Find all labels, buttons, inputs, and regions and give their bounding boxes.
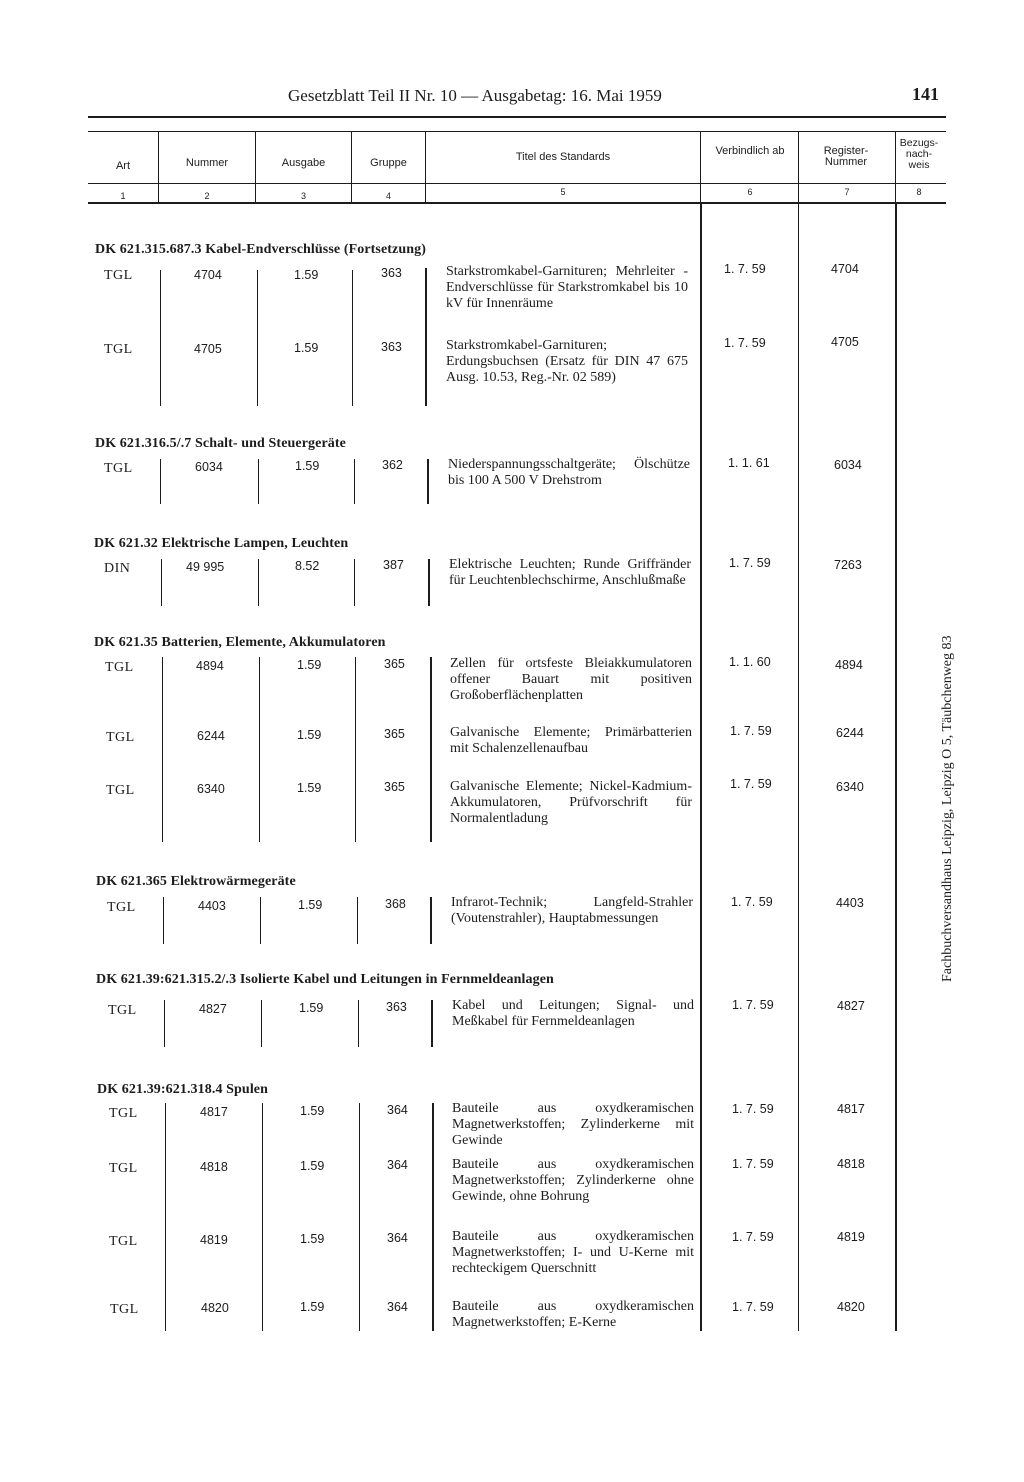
cell-ausgabe: 1.59	[294, 341, 319, 355]
cell-register: 4403	[836, 896, 864, 910]
cell-rule	[258, 559, 259, 606]
cell-nummer: 4820	[201, 1301, 229, 1315]
col-head-ausgabe: Ausgabe	[281, 157, 326, 169]
cell-gruppe: 368	[385, 897, 406, 911]
cell-gruppe: 363	[381, 266, 402, 280]
cell-ausgabe: 1.59	[297, 658, 322, 672]
cell-titel: Galvanische Elemente; Primärbatterien mit Schalenzellenaufbau	[450, 725, 692, 757]
col-num-5: 5	[560, 187, 566, 197]
cell-art: TGL	[108, 1003, 137, 1018]
cell-verbindlich: 1. 1. 60	[729, 655, 771, 669]
col-num-2: 2	[204, 191, 210, 201]
cell-art: TGL	[110, 1302, 139, 1317]
cell-ausgabe: 1.59	[300, 1300, 325, 1314]
cell-rule	[355, 657, 356, 842]
cell-register: 4819	[837, 1230, 865, 1244]
header-rule-second	[88, 131, 946, 132]
running-title: Gesetzblatt Teil II Nr. 10 — Ausgabetag: 16. Mai 1959	[288, 86, 662, 105]
cell-register: 6034	[834, 458, 862, 472]
cell-titel: Starkstromkabel-Garnituren; Erdungsbuchsen (Ersatz für DIN 47 675 Ausg. 10.53, Reg.-Nr. 02 589)	[446, 338, 688, 386]
cell-rule	[262, 1103, 263, 1331]
col-head-art: Art	[115, 160, 131, 172]
cell-rule	[160, 270, 161, 406]
cell-nummer: 4704	[194, 268, 222, 282]
cell-rule	[259, 657, 260, 842]
cell-register: 4818	[837, 1157, 865, 1171]
cell-rule	[354, 459, 355, 504]
cell-rule	[425, 268, 427, 406]
cell-rule	[160, 459, 161, 504]
page-number: 141	[912, 84, 939, 104]
cell-rule	[358, 1000, 359, 1047]
cell-nummer: 4705	[194, 342, 222, 356]
cell-verbindlich: 1. 1. 61	[728, 456, 770, 470]
cell-titel: Kabel und Leitungen; Signal- und Meßkabel für Fernmeldeanlagen	[452, 998, 694, 1030]
col-num-7: 7	[844, 187, 850, 197]
cell-art: TGL	[106, 783, 135, 798]
col-num-3: 3	[300, 191, 306, 201]
cell-titel: Galvanische Elemente; Nickel-Kadmium-Akkumulatoren, Prüfvorschrift für Normalentladung	[450, 779, 692, 827]
cell-nummer: 4403	[198, 899, 226, 913]
section-heading: DK 621.365 Elektrowärmegeräte	[96, 874, 296, 889]
cell-register: 6340	[836, 780, 864, 794]
cell-art: TGL	[109, 1234, 138, 1249]
cell-ausgabe: 1.59	[295, 459, 320, 473]
cell-rule	[428, 559, 430, 606]
cell-rule	[431, 1000, 433, 1047]
cell-ausgabe: 1.59	[299, 1001, 324, 1015]
cell-verbindlich: 1. 7. 59	[731, 895, 773, 909]
cell-gruppe: 364	[387, 1158, 408, 1172]
cell-titel: Bauteile aus oxydkeramischen Magnetwerkstoffen; Zylinderkerne mit Gewinde	[452, 1101, 694, 1149]
cell-rule	[161, 559, 162, 606]
body-rule-col8	[895, 204, 897, 1331]
cell-rule	[162, 657, 163, 842]
cell-rule	[165, 1103, 166, 1331]
cell-gruppe: 364	[387, 1231, 408, 1245]
cell-art: TGL	[104, 342, 133, 357]
cell-ausgabe: 1.59	[297, 781, 322, 795]
cell-titel: Bauteile aus oxydkeramischen Magnetwerkstoffen; Zylinderkerne ohne Gewinde, ohne Bohrung	[452, 1157, 694, 1205]
cell-rule	[427, 459, 429, 504]
cell-rule	[354, 559, 355, 606]
head-sep	[895, 132, 896, 204]
cell-rule	[357, 897, 358, 944]
section-heading: DK 621.32 Elektrische Lampen, Leuchten	[94, 536, 349, 551]
section-heading: DK 621.39:621.315.2/.3 Isolierte Kabel und Leitungen in Fernmeldeanlagen	[96, 972, 554, 987]
cell-nummer: 6034	[195, 460, 223, 474]
cell-art: TGL	[109, 1106, 138, 1121]
col-num-6: 6	[747, 187, 753, 197]
cell-rule	[359, 1103, 360, 1331]
cell-register: 4704	[831, 262, 859, 276]
cell-nummer: 4817	[200, 1105, 228, 1119]
col-head-titel: Titel des Standards	[515, 151, 611, 163]
cell-art: TGL	[109, 1161, 138, 1176]
cell-rule	[261, 1000, 262, 1047]
col-head-register: Register-Nummer	[823, 145, 869, 168]
cell-gruppe: 365	[384, 657, 405, 671]
col-head-verbindlich: Verbindlich ab	[715, 145, 785, 157]
cell-verbindlich: 1. 7. 59	[732, 1102, 774, 1116]
cell-ausgabe: 1.59	[294, 268, 319, 282]
col-num-4: 4	[385, 191, 391, 201]
cell-ausgabe: 8.52	[295, 559, 320, 573]
cell-register: 6244	[836, 726, 864, 740]
cell-register: 4820	[837, 1300, 865, 1314]
cell-titel: Bauteile aus oxydkeramischen Magnetwerkstoffen; I- und U-Kerne mit rechteckigem Querschnitt	[452, 1229, 694, 1277]
cell-nummer: 49 995	[186, 560, 225, 574]
cell-titel: Zellen für ortsfeste Bleiakkumulatoren offener Bauart mit positiven Großoberflächenplatten	[450, 656, 692, 704]
cell-gruppe: 364	[387, 1103, 408, 1117]
cell-titel: Bauteile aus oxydkeramischen Magnetwerkstoffen; E-Kerne	[452, 1299, 694, 1331]
cell-gruppe: 364	[387, 1300, 408, 1314]
cell-nummer: 6244	[197, 729, 225, 743]
col-head-bezug: Bezugs-nach-weis	[899, 137, 939, 171]
cell-register: 4827	[837, 999, 865, 1013]
cell-ausgabe: 1.59	[300, 1159, 325, 1173]
section-heading: DK 621.315.687.3 Kabel-Endverschlüsse (Fortsetzung)	[95, 242, 426, 257]
col-num-1: 1	[120, 191, 126, 201]
cell-gruppe: 387	[383, 558, 404, 572]
section-heading: DK 621.316.5/.7 Schalt- und Steuergeräte	[95, 436, 346, 451]
cell-nummer: 6340	[197, 782, 225, 796]
section-heading: DK 621.39:621.318.4 Spulen	[97, 1082, 269, 1097]
cell-art: TGL	[107, 900, 136, 915]
cell-nummer: 4819	[200, 1233, 228, 1247]
cell-register: 4817	[837, 1102, 865, 1116]
cell-ausgabe: 1.59	[298, 898, 323, 912]
cell-titel: Starkstromkabel-Garnituren; Mehrleiter - Endverschlüsse für Starkstromkabel bis 10 kV für Innenräume	[446, 264, 688, 312]
cell-rule	[430, 897, 432, 944]
section-heading: DK 621.35 Batterien, Elemente, Akkumulatoren	[94, 635, 386, 650]
cell-nummer: 4894	[196, 659, 224, 673]
head-sep	[700, 132, 701, 204]
cell-register: 4894	[835, 658, 863, 672]
cell-verbindlich: 1. 7. 59	[732, 1300, 774, 1314]
col-head-nummer: Nummer	[185, 157, 229, 169]
cell-verbindlich: 1. 7. 59	[724, 262, 766, 276]
cell-ausgabe: 1.59	[297, 728, 322, 742]
cell-art: TGL	[104, 268, 133, 283]
cell-gruppe: 365	[384, 727, 405, 741]
col-head-gruppe: Gruppe	[370, 157, 407, 169]
cell-rule	[163, 897, 164, 944]
cell-art: TGL	[106, 730, 135, 745]
cell-art: DIN	[104, 561, 131, 576]
col-num-8: 8	[916, 187, 922, 197]
cell-register: 4705	[831, 335, 859, 349]
cell-rule	[164, 1000, 165, 1047]
cell-verbindlich: 1. 7. 59	[729, 556, 771, 570]
cell-rule	[352, 270, 353, 406]
cell-art: TGL	[104, 461, 133, 476]
cell-nummer: 4827	[199, 1002, 227, 1016]
cell-nummer: 4818	[200, 1160, 228, 1174]
cell-verbindlich: 1. 7. 59	[724, 336, 766, 350]
cell-verbindlich: 1. 7. 59	[732, 998, 774, 1012]
header-rule-labels	[88, 183, 946, 184]
body-rule-col6	[700, 204, 702, 1331]
cell-ausgabe: 1.59	[300, 1232, 325, 1246]
cell-verbindlich: 1. 7. 59	[730, 724, 772, 738]
cell-gruppe: 362	[382, 458, 403, 472]
cell-titel: Niederspannungsschaltgeräte; Ölschütze bis 100 A 500 V Drehstrom	[448, 457, 690, 489]
cell-rule	[430, 657, 432, 842]
cell-titel: Infrarot-Technik; Langfeld-Strahler (Voutenstrahler), Hauptabmessungen	[451, 895, 693, 927]
cell-verbindlich: 1. 7. 59	[730, 777, 772, 791]
cell-titel: Elektrische Leuchten; Runde Griffränder für Leuchtenblechschirme, Anschlußmaße	[449, 557, 691, 589]
cell-gruppe: 363	[381, 340, 402, 354]
cell-verbindlich: 1. 7. 59	[732, 1230, 774, 1244]
cell-art: TGL	[105, 660, 134, 675]
cell-gruppe: 363	[386, 1000, 407, 1014]
cell-gruppe: 365	[384, 780, 405, 794]
cell-ausgabe: 1.59	[300, 1104, 325, 1118]
header-rule-bottom	[88, 202, 946, 204]
side-imprint: Fachbuchversandhaus Leipzig, Leipzig O 5, Täubchenweg 83	[940, 635, 955, 982]
body-rule-col7	[798, 204, 799, 1331]
cell-rule	[257, 270, 258, 406]
cell-rule	[432, 1103, 434, 1331]
header-rule-top	[88, 116, 946, 118]
cell-rule	[258, 459, 259, 504]
cell-register: 7263	[834, 558, 862, 572]
cell-rule	[260, 897, 261, 944]
cell-verbindlich: 1. 7. 59	[732, 1157, 774, 1171]
